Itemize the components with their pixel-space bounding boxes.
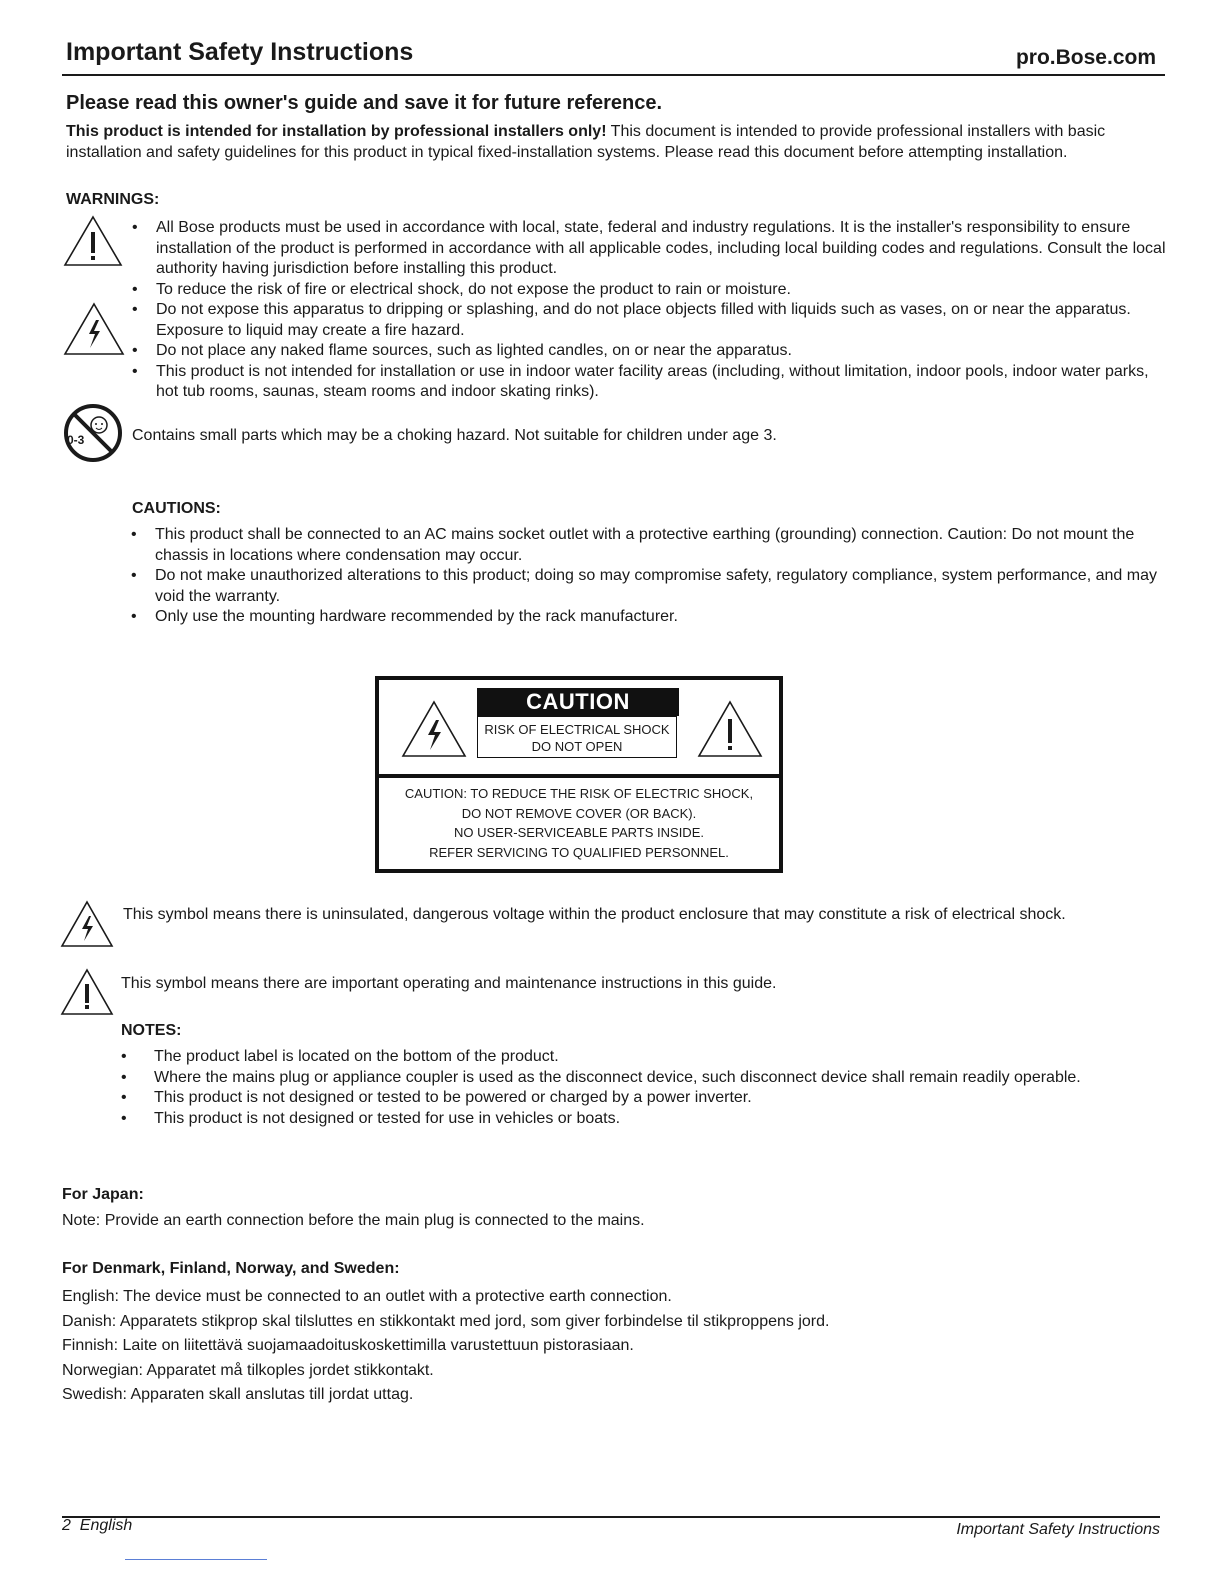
caution-sub-line: DO NOT OPEN (531, 739, 623, 754)
list-item: • This product is not intended for installation or use in indoor water facility areas (including, without limitation, indoor pools, indoor water parks, hot tub rooms, saunas, steam rooms and indoor skating rinks). (131, 362, 1166, 403)
caution-line: REFER SERVICING TO QUALIFIED PERSONNEL. (429, 844, 729, 860)
nordic-heading: For Denmark, Finland, Norway, and Sweden: (62, 1260, 400, 1277)
page-number: 2 English (62, 1517, 133, 1534)
list-item: • Do not place any naked flame sources, such as lighted candles, on or near the apparatus. (131, 341, 1166, 362)
footer-section-title: Important Safety Instructions (956, 1521, 1160, 1538)
list-item: • This product is not designed or tested to be powered or charged by a power inverter. (120, 1088, 1130, 1109)
exclamation-warning-icon (697, 700, 763, 758)
caution-label-subtitle (477, 716, 677, 758)
header-divider (62, 74, 1165, 76)
age-label: 0-3 (67, 433, 85, 447)
list-item: • Do not make unauthorized alterations to this product; doing so may compromise safety, regulatory compliance, system performance, and may void the warranty. (130, 566, 1160, 607)
caution-sub-line: RISK OF ELECTRICAL SHOCK (484, 722, 670, 737)
page-title: Important Safety Instructions (66, 38, 414, 66)
caution-line: CAUTION: TO REDUCE THE RISK OF ELECTRIC SHOCK, (404, 786, 754, 801)
no-children-under-3-icon (63, 403, 123, 463)
choking-hazard-text: Contains small parts which may be a choking hazard. Not suitable for children under age 3. (132, 427, 777, 444)
caution-label-top (379, 680, 779, 778)
nordic-line-norwegian: Norwegian: Apparatet må tilkoples jordet stikkontakt. (62, 1361, 434, 1379)
voltage-symbol-text: This symbol means there is uninsulated, dangerous voltage within the product enclosure that may constitute a risk of electrical shock. (123, 906, 1066, 923)
list-item: • Where the mains plug or appliance coupler is used as the disconnect device, such disconnect device shall remain readily operable. (120, 1068, 1130, 1089)
site-link[interactable]: pro.Bose.com (1015, 46, 1156, 69)
nordic-line-finnish: Finnish: Laite on liitettävä suojamaadoituskoskettimilla varustettuun pistorasiaan. (62, 1337, 634, 1354)
link-underline (125, 1559, 267, 1560)
notes-heading: NOTES: (121, 1022, 182, 1039)
list-item: • Do not expose this apparatus to dripping or splashing, and do not place objects filled with liquids such as vases, on or near the apparatus. Exposure to liquid may create a fire hazard. (131, 300, 1166, 341)
caution-label-text (379, 784, 779, 862)
cautions-heading: CAUTIONS: (132, 500, 221, 517)
list-item: • This product is not designed or tested for use in vehicles or boats. (120, 1109, 1130, 1130)
intro-body: This document is intended to provide professional installers with basic installation and safety guidelines for this product in typical fixed-installation systems. Please read this document before attempting installation. (66, 123, 1106, 161)
footer-divider (62, 1516, 1160, 1518)
notes-list (120, 1047, 1130, 1129)
caution-line: DO NOT REMOVE COVER (OR BACK). (461, 805, 697, 821)
list-item: • All Bose products must be used in accordance with local, state, federal and industry regulations. It is the installer's responsibility to ensure installation of the product is performed in accordance with all applicable codes, including local building codes and regulations. Consult the local authority having jurisdiction before installing this product. (131, 218, 1166, 280)
lightning-warning-icon (63, 302, 125, 356)
lightning-warning-icon (60, 900, 114, 948)
lightning-warning-icon (401, 700, 467, 758)
nordic-line-danish: Danish: Apparatets stikprop skal tilsluttes en stikkontakt med jord, som giver forbindelse til stikproppens jord. (62, 1312, 830, 1330)
exclamation-warning-icon (60, 968, 114, 1016)
intro-heading: Please read this owner's guide and save it for future reference. (66, 92, 663, 114)
instructions-symbol-text: This symbol means there are important operating and maintenance instructions in this guide. (121, 975, 777, 992)
exclamation-warning-icon (63, 215, 123, 267)
caution-line: NO USER-SERVICEABLE PARTS INSIDE. (454, 825, 704, 840)
warnings-heading: WARNINGS: (66, 191, 160, 208)
intro-paragraph (66, 122, 1156, 163)
list-item: • Only use the mounting hardware recommended by the rack manufacturer. (130, 607, 1160, 628)
warnings-list (131, 218, 1166, 403)
list-item: • To reduce the risk of fire or electrical shock, do not expose the product to rain or moisture. (131, 280, 1166, 301)
list-item: • This product shall be connected to an AC mains socket outlet with a protective earthing (grounding) connection. Caution: Do not mount the chassis in locations where condensation may occur. (130, 525, 1160, 566)
nordic-lines (62, 1285, 829, 1408)
cautions-list (130, 525, 1160, 628)
nordic-line-english: English: The device must be connected to an outlet with a protective earth connection. (62, 1288, 672, 1305)
caution-label-title: CAUTION (477, 688, 679, 716)
nordic-line-swedish: Swedish: Apparaten skall anslutas till jordat uttag. (62, 1386, 414, 1403)
intro-bold-lead: This product is intended for installation by professional installers only! (66, 123, 607, 140)
japan-text: Note: Provide an earth connection before the main plug is connected to the mains. (62, 1212, 645, 1229)
caution-label (375, 676, 783, 873)
list-item: • The product label is located on the bottom of the product. (120, 1047, 1130, 1068)
japan-heading: For Japan: (62, 1186, 144, 1203)
